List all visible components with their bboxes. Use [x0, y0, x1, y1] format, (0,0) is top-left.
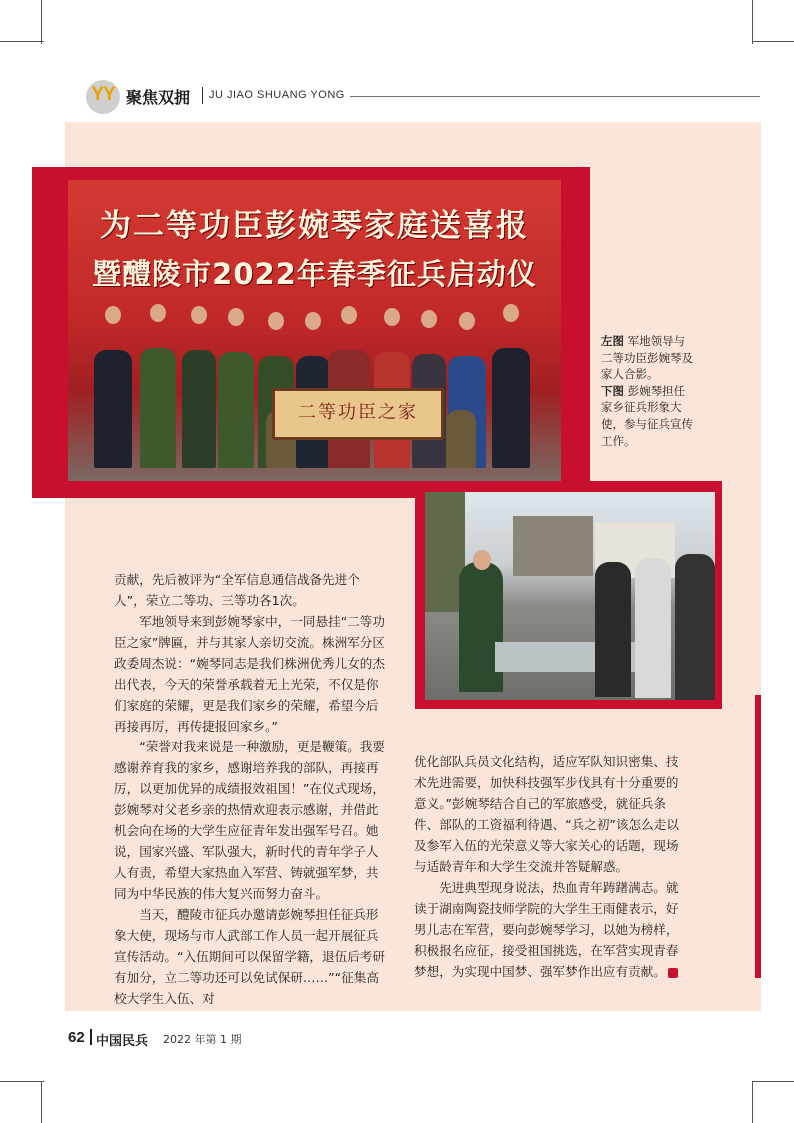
magazine-name: 中国民兵	[96, 1034, 149, 1049]
crop-mark	[0, 41, 44, 42]
crop-mark	[752, 1081, 753, 1123]
crop-mark	[41, 0, 42, 44]
figure-head	[473, 550, 491, 570]
end-mark-icon	[668, 968, 678, 978]
recruitment-photo	[425, 492, 715, 700]
figure-shape	[635, 558, 671, 698]
crop-mark	[752, 0, 753, 44]
header-rule	[350, 96, 760, 97]
caption-bottom-label: 下图	[601, 383, 624, 398]
paragraph: “荣誉对我来说是一种激励，更是鞭策。我要感谢养育我的家乡，感谢培养我的部队，再接再厉，以更加优异的成绩报效祖国！”在仪式现场，彭婉琴对父老乡亲的热情欢迎表示感谢，并借此机会向在场的大学生应征青年发出强军号召。她说，国家兴盛、军队强大，新时代的青年学子人人有责，希望大家热血入军营、铸就强军梦，共同为中华民族的伟大复兴而努力奋斗。	[114, 739, 385, 901]
honor-plaque	[272, 388, 444, 440]
photo-caption	[601, 333, 693, 449]
caption-bottom-text: 彭婉琴担任家乡征兵形象大使，参与征兵宣传工作。	[601, 383, 693, 448]
group-photo	[68, 180, 561, 481]
article-left-column-lower	[114, 736, 386, 1009]
paragraph: 贡献，先后被评为“全军信息通信战备先进个人”，荣立二等功、三等功各1次。	[114, 572, 360, 608]
section-title: 聚焦双拥	[126, 88, 191, 107]
caption-left-label: 左图	[601, 334, 624, 348]
article-left-column	[114, 569, 386, 737]
figure-shape	[459, 562, 503, 692]
crop-mark	[752, 41, 794, 42]
crop-mark	[752, 1081, 794, 1082]
banner-line-1: 为二等功臣彭婉琴家庭送喜报	[100, 208, 529, 244]
footer-divider	[90, 1029, 92, 1045]
article-right-column	[414, 751, 690, 982]
paragraph-text: 先进典型现身说法，热血青年踌躇满志。就读于湖南陶瓷技师学院的大学生王雨健表示，好男儿志在军营，要向彭婉琴学习，以她为榜样，积极报名应征，接受祖国挑选，在军营实现青春梦想，为实现中国梦、强军梦作出应有贡献。	[414, 880, 679, 979]
paragraph: 优化部队兵员文化结构，适应军队知识密集、技术先进需要，加快科技强军步伐具有十分重要的意义。”彭婉琴结合自己的军旅感受，就征兵条件、部队的工资福利待遇、“兵之初”该怎么走以及参军入伍的光荣意义等大家关心的话题，现场与适龄青年和大学生交流并答疑解惑。	[414, 754, 679, 874]
paragraph: 军地领导来到彭婉琴家中，一同悬挂“二等功臣之家”牌匾，并与其家人亲切交流。株洲军分区政委周杰说：“婉琴同志是我们株洲优秀儿女的杰出代表，今天的荣誉承载着无上光荣，不仅是你们家庭的荣耀，更是我们家乡的荣耀，希望今后再接再厉，再传捷报回家乡。”	[114, 614, 385, 734]
section-logo	[86, 80, 120, 114]
caption-left-text: 军地领导与二等功臣彭婉琴及家人合影。	[601, 334, 693, 382]
crop-mark	[0, 1081, 44, 1082]
section-pinyin: JU JIAO SHUANG YONG	[209, 89, 345, 101]
paragraph	[414, 877, 690, 982]
building-shape	[513, 516, 593, 576]
page-number: 62	[68, 1029, 85, 1046]
figure-shape	[595, 562, 631, 697]
crop-mark	[41, 1081, 42, 1123]
plaque-text: 二等功臣之家	[298, 402, 418, 423]
accent-bar	[755, 695, 761, 978]
paragraph: 当天，醴陵市征兵办邀请彭婉琴担任征兵形象大使，现场与市人武部工作人员一起开展征兵宣传活动。“入伍期间可以保留学籍，退伍后考研有加分，立二等功还可以免试保研……”“征集高校大学生入伍、对	[114, 907, 385, 1006]
section-logo-text: YY	[91, 84, 115, 105]
header-divider	[202, 87, 203, 104]
figure-shape	[675, 554, 715, 700]
banner-line-2: 暨醴陵市2022年春季征兵启动仪	[92, 257, 537, 291]
issue-label: 2022 年第 1 期	[163, 1033, 242, 1046]
